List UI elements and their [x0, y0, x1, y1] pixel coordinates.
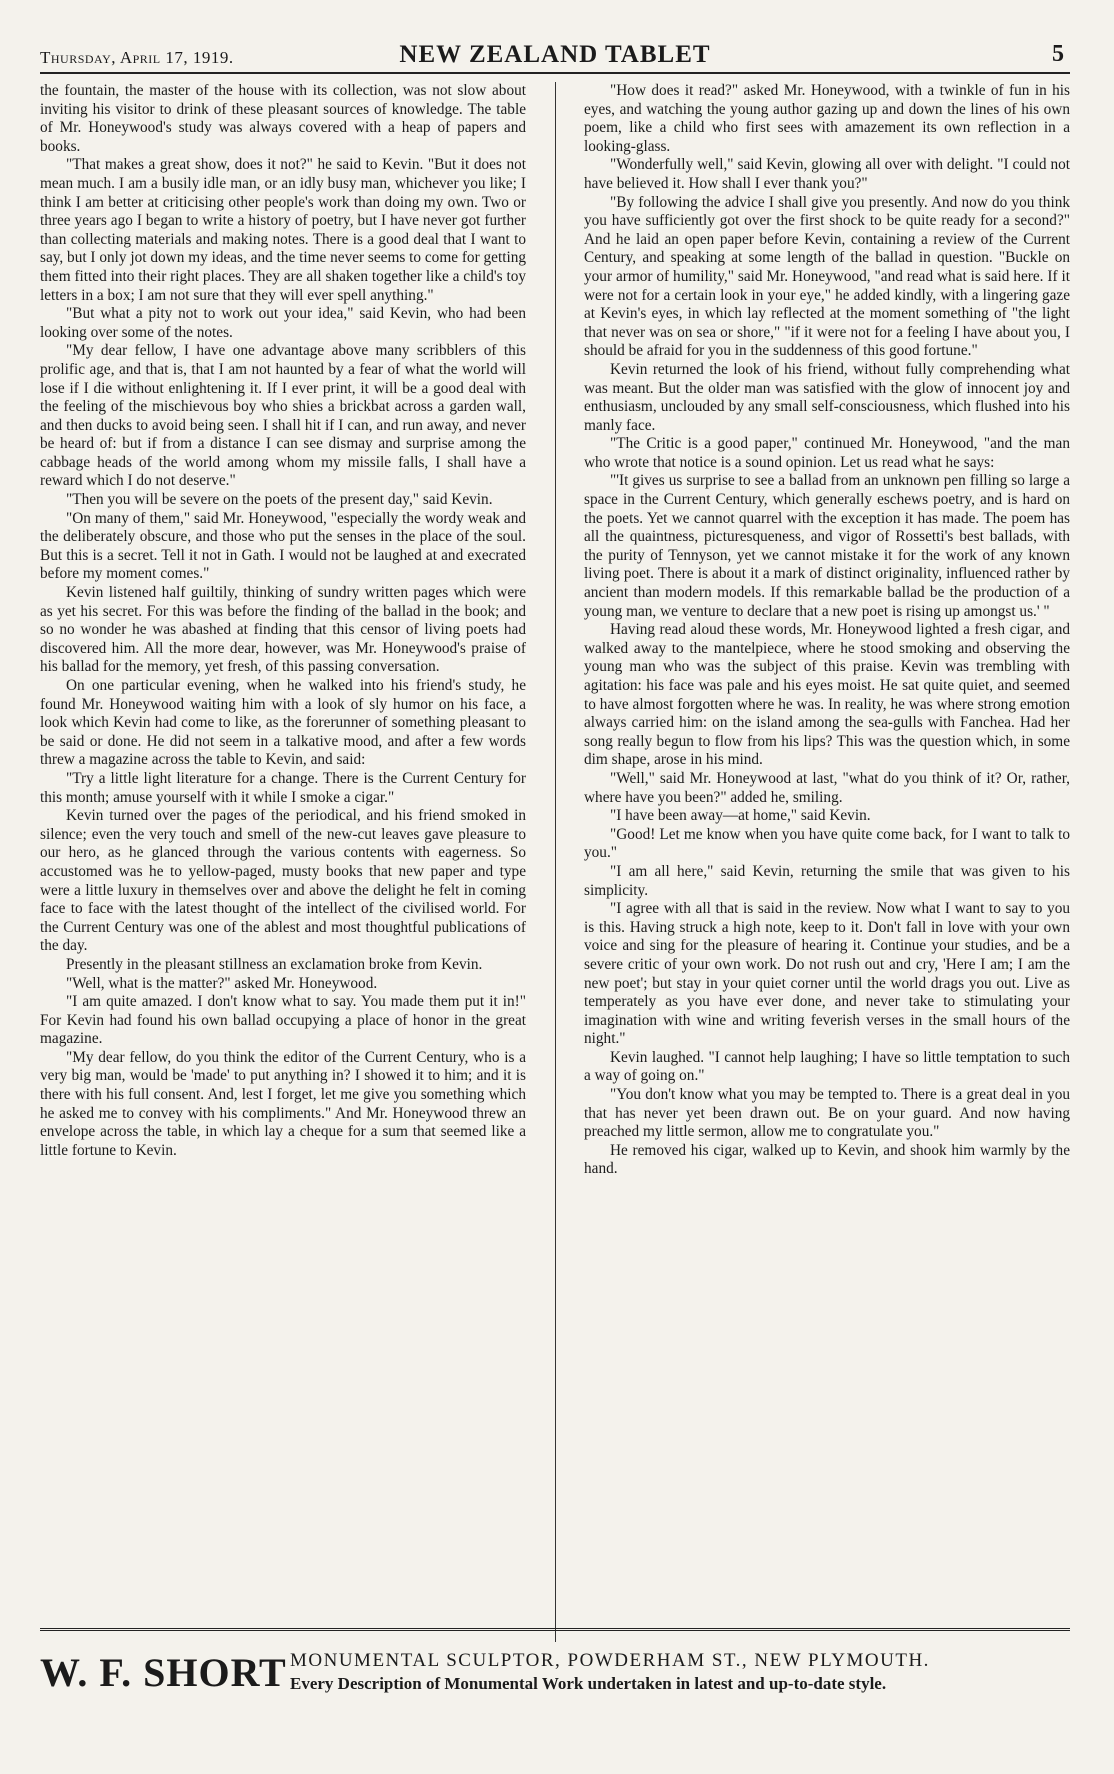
paragraph: Presently in the pleasant stillness an exclamation broke from Kevin.	[66, 955, 483, 973]
paragraph: Kevin listened half guiltily, thinking of sundry written pages which were as yet his secret. For this was before the finding of the ballad in the book; and so no wonder he was abashed at finding that this censor of living poets had discovered him. All the more dear, however, was Mr. Honeywood's praise of his ballad for the memory, yet fresh, of this passing conversation.	[40, 584, 526, 676]
advert-line-2: Every Description of Monumental Work undertaken in latest and up-to-date style.	[290, 1674, 887, 1693]
paragraph: Having read aloud these words, Mr. Honeywood lighted a fresh cigar, and walked away to the mantelpiece, where he stood smoking and observing the young man who was the subject of this praise. Kevin was trembling with agitation: his face was pale and his eyes moist. He sat quite quiet, and seemed to have almost forgotten where he was. In reality, he was where strong emotion always carried him: on the island among the sea-gulls with Fanchea. Had her song really begun to flow from his lips? This was the question which, in some dim shape, arose in his mind.	[584, 621, 1070, 769]
article-columns	[40, 82, 1070, 1642]
paragraph: He removed his cigar, walked up to Kevin, and shook him warmly by the hand.	[584, 1141, 1070, 1178]
advert-line-1: MONUMENTAL SCULPTOR, POWDERHAM ST., NEW PLYMOUTH.	[290, 1650, 930, 1671]
paragraph: "Try a little light literature for a change. There is the Current Century for this month; amuse yourself with it while I smoke a cigar."	[40, 769, 526, 806]
paragraph: "Well, what is the matter?" asked Mr. Honeywood.	[66, 974, 378, 992]
footer-rule	[40, 1628, 1070, 1631]
advertisement	[40, 1640, 1070, 1704]
paragraph: "How does it read?" asked Mr. Honeywood, with a twinkle of fun in his eyes, and watching the young author gazing up and down the lines of his own poem, like a child who first sees with amazement its own reflection in a looking-glass.	[584, 82, 1070, 155]
newspaper-title: NEW ZEALAND TABLET	[399, 41, 711, 68]
page-number: 5	[1052, 41, 1064, 67]
paragraph: "Good! Let me know when you have quite come back, for I want to talk to you."	[584, 825, 1070, 862]
paragraph: Kevin turned over the pages of the periodical, and his friend smoked in silence; even the very touch and smell of the new-cut leaves gave pleasure to our hero, as he glanced through the various contents with eagerness. So accustomed was he to yellow-paged, musty books that new paper and type were a little luxury in themselves over and above the delight he felt in coming face to face with the latest thought of the intellect of the civilised world. For the Current Century was one of the ablest and most thoughtful publications of the day.	[40, 807, 526, 955]
paragraph: the fountain, the master of the house with its collection, was not slow about inviting his visitor to drink of these pleasant sources of knowledge. The table of Mr. Honeywood's study was always covered with a heap of papers and books.	[40, 82, 526, 155]
advertiser-name: W. F. SHORT	[40, 1649, 287, 1695]
paragraph: "You don't know what you may be tempted to. There is a great deal in you that has never yet been drawn out. Be on your guard. And now having preached my little sermon, allow me to congratulate you."	[584, 1086, 1070, 1141]
paragraph: "'It gives us surprise to see a ballad from an unknown pen filling so large a space in the Current Century, which generally eschews poetry, and is hard on the poets. Yet we cannot quarrel with the exception it has made. The poem has all the quaintness, picturesqueness, and vigor of Rossetti's best ballads, with the purity of Tennyson, yet we cannot mistake it for the work of any known living poet. There is about it a mark of distinct originality, influenced rather by ancient than modern models. If this remarkable ballad be the production of a young man, we venture to declare that a new poet is rising up amongst us.' "	[584, 472, 1070, 620]
paragraph: "I am all here," said Kevin, returning the smile that was given to his simplicity.	[584, 862, 1070, 899]
paragraph: "My dear fellow, do you think the editor of the Current Century, who is a very big man, would be 'made' to put anything in? I showed it to him; and it is there with his full consent. And, lest I forget, let me give you something which he asked me to convey with his compliments." And Mr. Honeywood threw an envelope across the table, in which lay a cheque for a sum that seemed like a little fortune to Kevin.	[40, 1048, 526, 1159]
paragraph: "But what a pity not to work out your idea," said Kevin, who had been looking over some of the notes.	[40, 305, 526, 341]
paragraph: Kevin returned the look of his friend, without fully comprehending what was meant. But the older man was satisfied with the glow of innocent joy and enthusiasm, unclouded by any small self-consciousness, which flushed into his manly face.	[584, 360, 1070, 434]
paragraph: "My dear fellow, I have one advantage above many scribblers of this prolific age, and that is, that I am not haunted by a fear of what the world will lose if I die without enlightening it. If I ever print, it will be a good deal with the feeling of the mischievous boy who shies a brickbat across a garden wall, and then ducks to avoid being seen. I shall hit if I can, and run away, and never be heard of: but if from a distance I can see dismay and surprise among the cabbage heads of the world among whom my missile falls, I shall have a reward which I do not deserve."	[40, 342, 526, 490]
paragraph: "By following the advice I shall give you presently. And now do you think you have sufficiently got over the first shock to be quite ready for a second?" And he laid an open paper before Kevin, containing a review of the Current Century, and speaking at some length of the ballad in question. "Buckle on your armor of humility," said Mr. Honeywood, "and read what is said here. If it were not for a certain look in your eye," he added kindly, with a lingering gaze at Kevin's eyes, in which lay reflected at the moment something of "the light that never was on sea or shore," "if it were not for a feeling I have about you, I should be afraid for you in the suddenness of this good fortune."	[584, 193, 1070, 360]
paragraph: "I am quite amazed. I don't know what to say. You made them put it in!" For Kevin had found his own ballad occupying a place of honor in the great magazine.	[40, 993, 526, 1048]
paragraph: "I agree with all that is said in the review. Now what I want to say to you is this. Having struck a high note, keep to it. Don't fall in love with your own voice and sing for the pleasure of hearing it. Continue your studies, and be a severe critic of your own work. Do not rush out and cry, 'Here I am; I am the new poet'; but stay in your quiet corner until the world drags you out. Live as temperately as you have ever done, and never take to stimulating your imagination with wine and writing feverish verses in the small hours of the night."	[584, 900, 1070, 1048]
paragraph: On one particular evening, when he walked into his friend's study, he found Mr. Honeywood waiting him with a look of sly humor on his face, a look which Kevin had come to like, as the forerunner of something pleasant to be said or done. He did not seem in a talkative mood, and after a few words threw a magazine across the table to Kevin, and said:	[40, 677, 526, 769]
paragraph: "Wonderfully well," said Kevin, glowing all over with delight. "I could not have believed it. How shall I ever thank you?"	[584, 156, 1070, 192]
issue-date: Thursday, April 17, 1919.	[40, 48, 234, 67]
masthead	[40, 34, 1070, 74]
paragraph: "Well," said Mr. Honeywood at last, "what do you think of it? Or, rather, where have you been?" added he, smiling.	[584, 769, 1070, 806]
advert-text	[290, 1650, 1070, 1694]
paragraph: "I have been away—at home," said Kevin.	[610, 807, 871, 825]
column-divider	[555, 82, 556, 1642]
left-column	[40, 82, 526, 1642]
paragraph: Kevin laughed. "I cannot help laughing; I have so little temptation to such a way of going on."	[584, 1048, 1070, 1085]
paragraph: "On many of them," said Mr. Honeywood, "especially the wordy weak and the deliberately obscure, and those who put the senses in the place of the soul. But this is a secret. Tell it not in Gath. I would not be laughed at and execrated before my moment comes."	[40, 509, 526, 583]
paragraph: "The Critic is a good paper," continued Mr. Honeywood, "and the man who wrote that notice is a sound opinion. Let us read what he says:	[584, 435, 1070, 471]
right-column	[584, 82, 1070, 1642]
paragraph: "That makes a great show, does it not?" he said to Kevin. "But it does not mean much. I am a busily idle man, or an idly busy man, whichever you like; I think I am better at criticising other people's work than doing my own. Two or three years ago I began to write a history of poetry, but I have never got further than collecting materials and making notes. There is a good deal that I want to say, but I only jot down my ideas, and the time never seems to come for getting them fitted into their right places. They are all shaken together like a child's toy letters in a box; I am not sure that they will ever spell anything."	[40, 156, 526, 304]
paragraph: "Then you will be severe on the poets of the present day," said Kevin.	[66, 491, 493, 509]
